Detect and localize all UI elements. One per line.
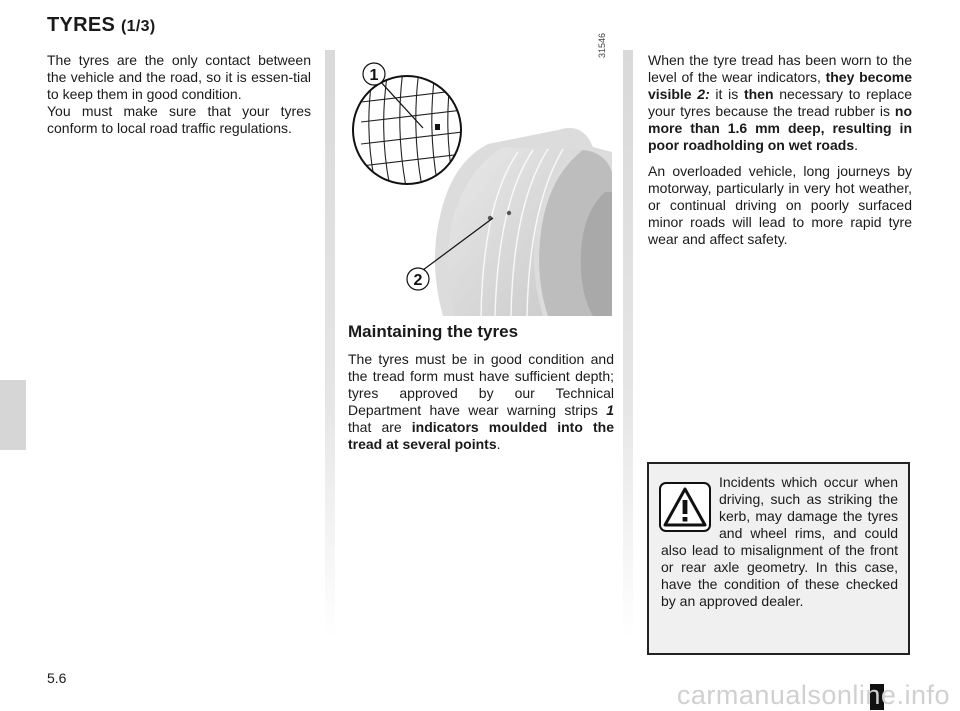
- text-run: When the tyre tread has been worn to the level of the wear indicators,: [648, 52, 912, 85]
- page-number: 5.6: [47, 670, 67, 686]
- warning-text: Incidents which occur when driving, such as striking the kerb, may damage the tyres and wheel rims, and could also lead to misalignment of the front or rear axle geometry. In this case, have the condition of these checked by an approved dealer.: [661, 474, 898, 609]
- wear-paragraph-1: [648, 52, 912, 154]
- text-run: .: [854, 137, 858, 153]
- tyre-drawing: [435, 128, 612, 316]
- chapter-tab: [0, 380, 26, 450]
- callout-ref-2: 2:: [697, 86, 710, 102]
- text-run: .: [496, 436, 501, 452]
- illustration-reference-number: 31546: [597, 32, 607, 58]
- svg-text:1: 1: [369, 67, 379, 84]
- emphasis-text: they become visible: [648, 69, 912, 102]
- wear-paragraph-2: An overloaded vehicle, long journeys by motorway, particularly in very hot weather, or continual driving on poorly surfaced minor roads will lead to more rapid tyre wear and affect safety.: [648, 163, 912, 247]
- section-heading: Maintaining the tyres: [348, 322, 519, 341]
- text-run: The tyres must be in good condition and the tread form must have sufficient depth; tyres approved by our Technical Department have wear warning strips: [348, 351, 614, 418]
- text-run: it is: [709, 86, 744, 102]
- title-text: TYRES: [47, 14, 116, 36]
- maintaining-section: [348, 322, 614, 453]
- text-run: that are: [348, 419, 412, 435]
- tyre-illustration: [343, 52, 612, 316]
- warning-box: [647, 462, 910, 655]
- emphasis-text: then: [743, 86, 774, 102]
- column-divider-right: [623, 50, 633, 640]
- magnified-tread-detail: [353, 70, 463, 192]
- maintaining-paragraph: [348, 351, 614, 453]
- callout-2: [407, 268, 429, 290]
- warning-triangle-icon: [659, 482, 711, 532]
- callout-ref-1: 1: [606, 402, 614, 418]
- callout-1: [363, 63, 385, 85]
- intro-paragraph-1: The tyres are the only contact between the vehicle and the road, so it is essen-tial to keep them in good condition.: [47, 52, 311, 102]
- column-divider-left: [325, 50, 335, 640]
- intro-paragraph-2: You must make sure that your tyres conform to local road traffic regulations.: [47, 103, 311, 136]
- svg-text:2: 2: [413, 272, 423, 289]
- emphasis-text: no more than 1.6 mm deep, resulting in poor roadholding on wet roads: [648, 103, 912, 153]
- emphasis-text: indicators moulded into the tread at several points: [348, 419, 614, 452]
- watermark: carmanualsonline.info: [676, 680, 950, 710]
- intro-column: [47, 52, 311, 137]
- wear-indicator-mark: [435, 124, 440, 130]
- text-run: necessary to replace your tyres because the tread rubber is: [648, 86, 913, 119]
- wear-column: [648, 52, 912, 257]
- page-title: [47, 14, 155, 37]
- page-indicator: (1/3): [121, 18, 156, 35]
